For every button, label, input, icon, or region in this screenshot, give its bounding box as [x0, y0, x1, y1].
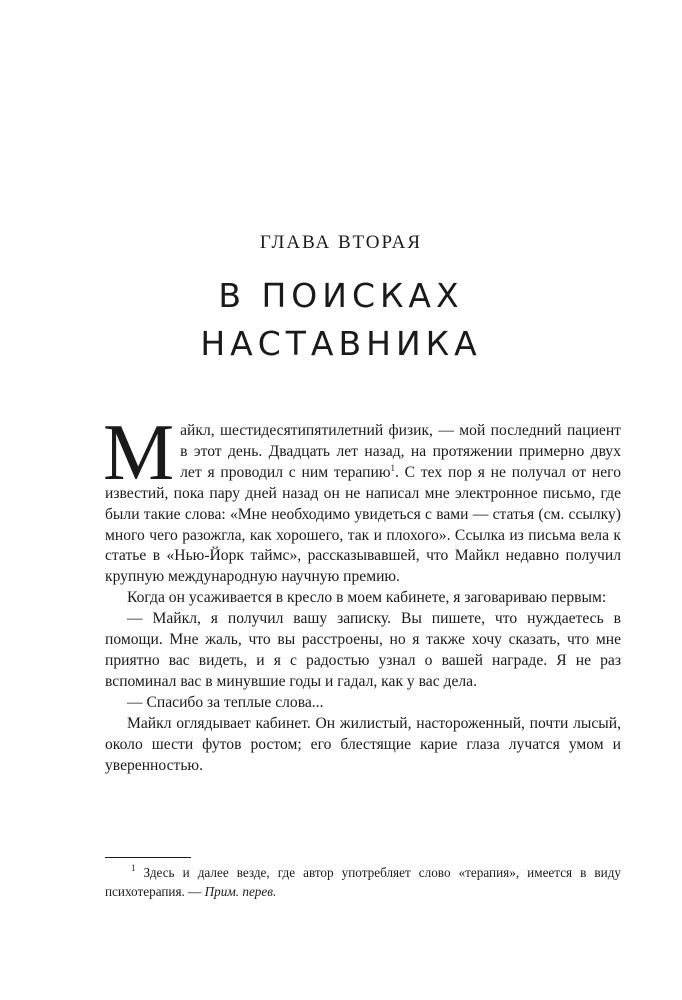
- paragraph-1: [103, 409, 621, 588]
- paragraph-1-text-a: айкл, шестидесятипятилетний физик, — мой последний пациент в этот день. Двадцать лет назад, на протяжении примерно двух лет я проводил с ним терапию: [180, 422, 621, 481]
- chapter-title: [0, 272, 682, 368]
- body-text: [103, 409, 621, 776]
- footnote-marker: 1: [131, 863, 136, 873]
- chapter-label: ГЛАВА ВТОРАЯ: [259, 232, 423, 253]
- chapter-title-line-1: В ПОИСКАХ: [218, 276, 464, 315]
- chapter-title-line-2: НАСТАВНИКА: [200, 324, 482, 363]
- footnote: [105, 863, 621, 901]
- translator-note: Прим. перев.: [204, 884, 277, 899]
- paragraph-1-text-b: . С тех пор я не получал от него известий, пока пару дней назад он не написал мне электронное письмо, где были такие слова: «Мне необходимо увидеться с вами — статья (см. ссылку) много чего разожгла, как хорошего, так и плохого». Ссылка из письма вела к статье в «Нью-Йорк таймс», рассказывавшей, что Майкл недавно получил крупную международную научную премию.: [105, 463, 621, 586]
- paragraph-3: — Майкл, я получил вашу записку. Вы пишете, что нуждаетесь в помощи. Мне жаль, что вы расстроены, но я также хочу сказать, что мне приятно вас видеть, и я с радостью узнал о вашей награде. Я не раз вспоминал вас в минувшие годы и гадал, как у вас дела.: [105, 610, 621, 690]
- footnote-text: Здесь и далее везде, где автор употребляет слово «терапия», имеется в виду психотерапия. —: [105, 865, 621, 899]
- footnote-divider: [105, 857, 191, 858]
- footnote-reference[interactable]: 1: [390, 462, 395, 473]
- paragraph-5: Майкл оглядывает кабинет. Он жилистый, настороженный, почти лысый, около шести футов ростом; его блестящие карие глаза лучатся умом и уверенностью.: [105, 714, 621, 774]
- drop-cap: М: [103, 409, 175, 497]
- paragraph-4: — Спасибо за теплые слова...: [127, 693, 324, 711]
- paragraph-2: Когда он усаживается в кресло в моем кабинете, я заговариваю первым:: [127, 589, 607, 607]
